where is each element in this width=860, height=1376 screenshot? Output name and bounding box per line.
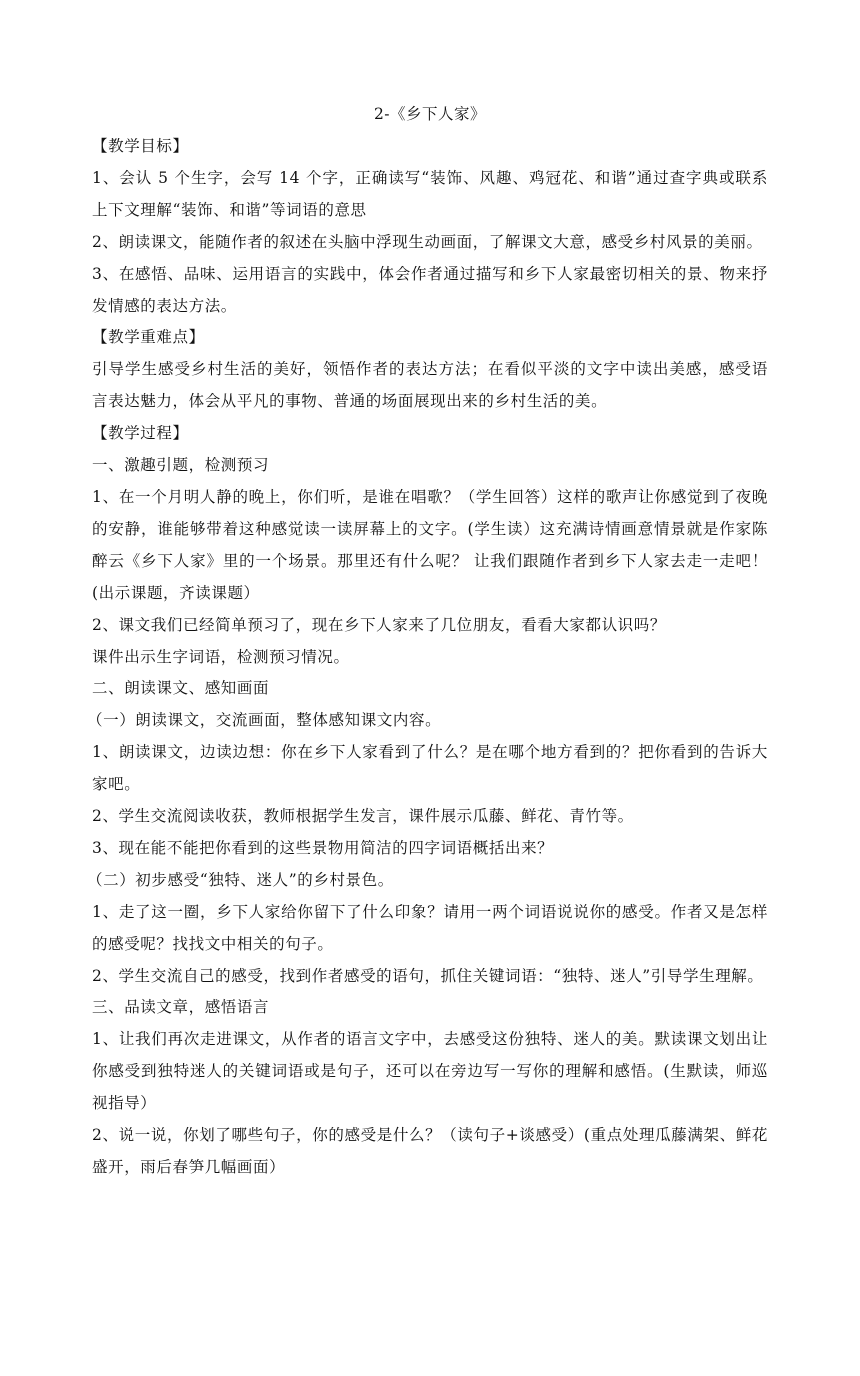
paragraph: 一、激趣引题，检测预习 [92, 456, 270, 475]
section-heading-process: 【教学过程】 [92, 424, 189, 443]
paragraph: （一）朗读课文，交流画面，整体感知课文内容。 [87, 711, 442, 730]
paragraph: 引导学生感受乡村生活的美好，领悟作者的表达方法；在看似平淡的文字中读出美感，感受语言表达魅力，体会从平凡的事物、普通的场面展现出来的乡村生活的美。 [92, 360, 768, 411]
paragraph: 2、学生交流自己的感受，找到作者感受的语句，抓住关键词语：“独特、迷人”引导学生理解。 [92, 966, 764, 985]
paragraph: 2、说一说，你划了哪些句子，你的感受是什么？（读句子+谈感受）(重点处理瓜藤满架、鲜花盛开，雨后春笋几幅画面） [92, 1126, 768, 1176]
section-heading-objectives: 【教学目标】 [92, 137, 189, 155]
paragraph: 1、会认 5 个生字，会写 14 个字，正确读写“装饰、风趣、鸡冠花、和谐”通过查字典或联系上下文理解“装饰、和谐”等词语的意思 [92, 168, 768, 219]
paragraph: 1、在一个月明人静的晚上，你们听，是谁在唱歌？（学生回答）这样的歌声让你感觉到了夜晚的安静，谁能够带着这种感觉读一读屏幕上的文字。(学生读）这充满诗情画意情景就是作家陈醉云《乡下人家》里的一个场景。那里还有什么呢？ 让我们跟随作者到乡下人家去走一走吧！(出示课题，齐读课题） [92, 487, 768, 602]
paragraph: 3、现在能不能把你看到的这些景物用简洁的四字词语概括出来？ [92, 838, 554, 857]
paragraph: 1、朗读课文，边读边想：你在乡下人家看到了什么？是在哪个地方看到的？把你看到的告诉大家吧。 [92, 743, 768, 794]
paragraph: 二、朗读课文、感知画面 [92, 679, 270, 698]
paragraph: 1、让我们再次走进课文，从作者的语言文字中，去感受这份独特、迷人的美。默读课文划出让你感受到独特迷人的关键词语或是句子，还可以在旁边写一写你的理解和感悟。(生默读，师巡视指导） [92, 1030, 768, 1113]
document-body [87, 131, 768, 1184]
document-title: 2-《乡下人家》 [373, 105, 487, 123]
paragraph: 2、朗读课文，能随作者的叙述在头脑中浮现生动画面，了解课文大意，感受乡村风景的美丽。 [92, 232, 763, 251]
section-heading-key-points: 【教学重难点】 [92, 328, 205, 347]
paragraph: 1、走了这一圈，乡下人家给你留下了什么印象？请用一两个词语说说你的感受。作者又是怎样的感受呢？找找文中相关的句子。 [92, 902, 768, 953]
paragraph: 三、品读文章，感悟语言 [92, 998, 270, 1017]
paragraph: （二）初步感受“独特、迷人”的乡村景色。 [87, 870, 394, 889]
paragraph: 2、课文我们已经简单预习了，现在乡下人家来了几位朋友，看看大家都认识吗？ [92, 615, 666, 634]
paragraph: 2、学生交流阅读收获，教师根据学生发言，课件展示瓜藤、鲜花、青竹等。 [92, 807, 634, 826]
paragraph: 课件出示生字词语，检测预习情况。 [92, 647, 350, 666]
paragraph: 3、在感悟、品味、运用语言的实践中，体会作者通过描写和乡下人家最密切相关的景、物来抒发情感的表达方法。 [92, 264, 768, 315]
